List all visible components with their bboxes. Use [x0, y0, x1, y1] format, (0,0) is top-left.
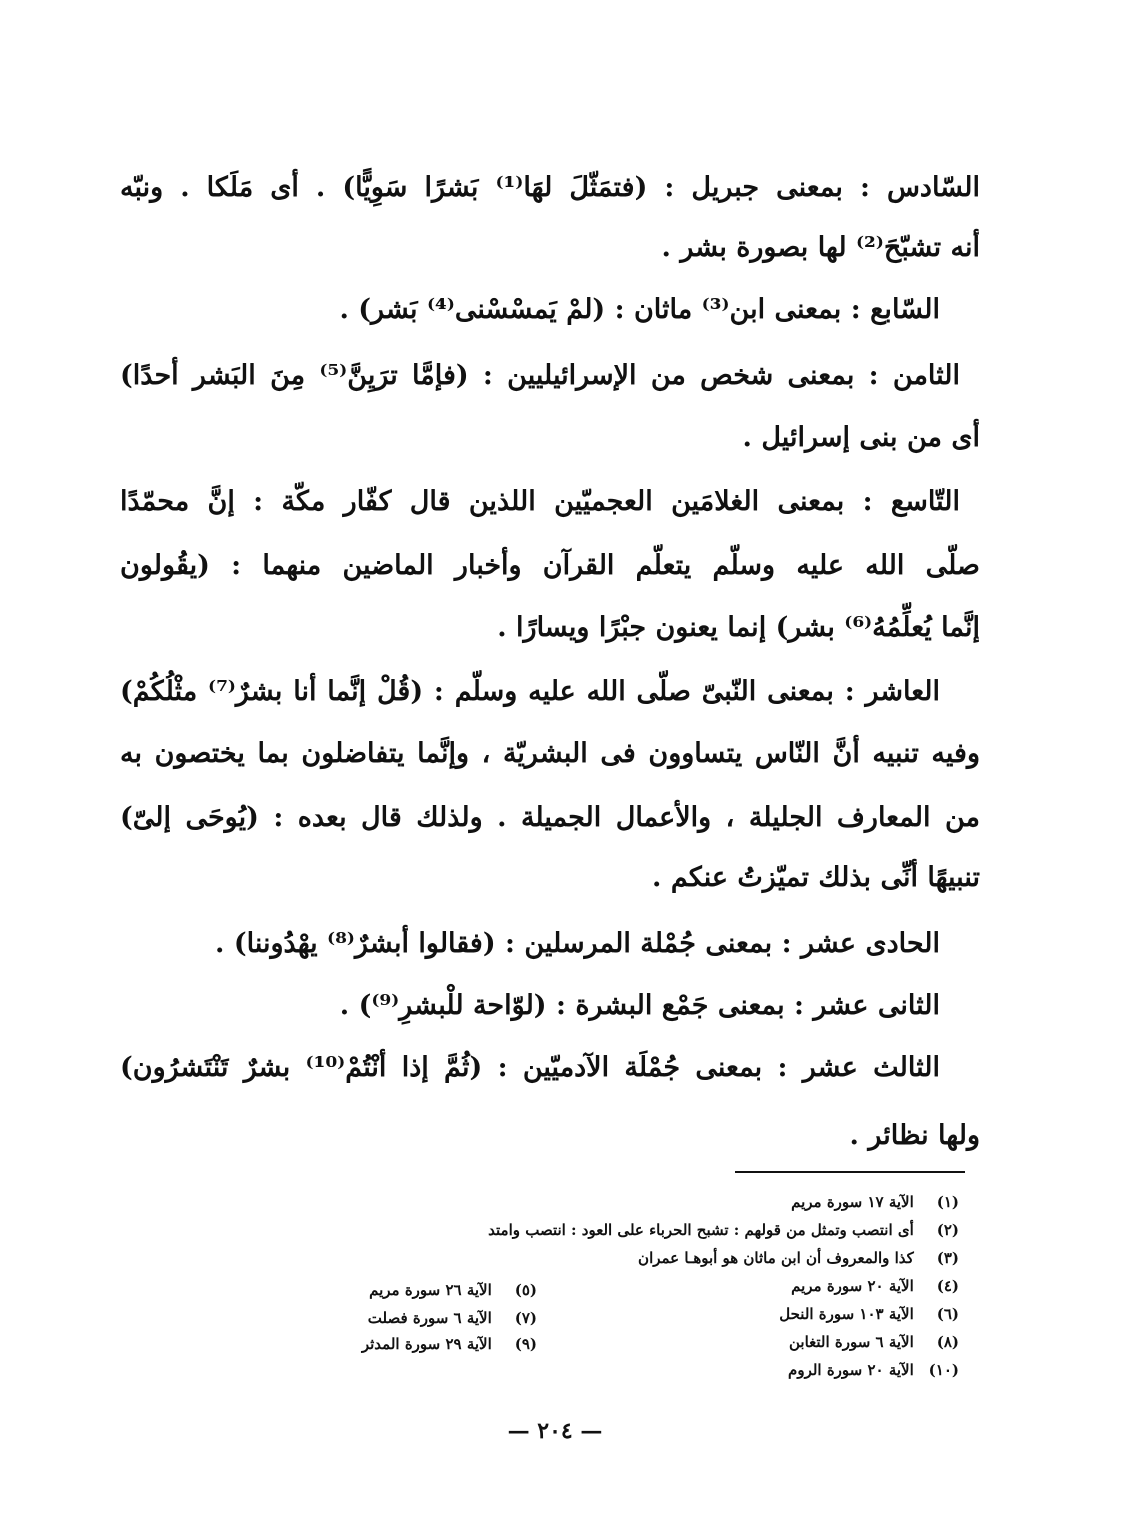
- footnote-1: [791, 1193, 959, 1211]
- body-line-8: إنَّما يُعلِّمُهُ⁽⁶⁾ بشر) إنما يعنون جبْرًا ويسارًا .: [497, 612, 980, 643]
- footnote-2: [488, 1221, 959, 1239]
- page-number: — ٢٠٤ —: [507, 1418, 603, 1444]
- footnote-number: (٧): [514, 1309, 537, 1327]
- body-line-10: وفيه تنبيه أنَّ النّاس يتساوون فى البشريّة ، وإنَّما يتفاضلون بما يختصون به: [120, 738, 980, 769]
- body-line-4: الثامن : بمعنى شخص من الإسرائيليين : (فإمَّا ترَيِنَّ⁽⁵⁾ مِنَ البَشر أحدًا): [120, 360, 961, 391]
- body-line-7: صلّى الله عليه وسلّم يتعلّم القرآن وأخبار الماضين منهما : (يقُولون: [120, 550, 980, 581]
- footnote-4: [791, 1277, 959, 1295]
- footnote-text: الآية ٢٩ سورة المدثر: [361, 1335, 492, 1353]
- footnote-3: [638, 1249, 959, 1267]
- footnote-text: الآية ٢٠ سورة الروم: [788, 1361, 914, 1379]
- body-line-11: من المعارف الجليلة ، والأعمال الجميلة . ولذلك قال بعده : (يُوحَى إلىّ): [120, 802, 980, 833]
- footnote-number: (١): [936, 1193, 959, 1211]
- body-line-15: الثالث عشر : بمعنى جُمْلَة الآدميّين : (ثُمَّ إذا أنْتُمْ⁽¹⁰⁾ بشرٌ تَنْتَشرُون): [120, 1052, 940, 1083]
- body-line-9: العاشر : بمعنى النّبىّ صلّى الله عليه وسلّم : (قُلْ إنَّما أنا بشرٌ⁽⁷⁾ مثْلُكُمْ): [120, 676, 940, 707]
- body-line-2: أنه تشبّحَ⁽²⁾ لها بصورة بشر .: [661, 232, 980, 263]
- footnote-6: [779, 1305, 959, 1323]
- footnote-text: كذا والمعروف أن ابن ماثان هو أبوهـا عمران: [638, 1249, 914, 1267]
- footnote-7: [368, 1309, 537, 1327]
- body-line-5: أى من بنى إسرائيل .: [742, 422, 980, 453]
- footnote-number: (٦): [936, 1305, 959, 1323]
- body-line-1: السّادس : بمعنى جبريل : (فتمَثّلَ لهَا⁽¹⁾ بَشرًا سَوِيًّا) . أى مَلَكا . ونبّه: [120, 172, 980, 203]
- footnote-number: (٢): [936, 1221, 959, 1239]
- footnote-separator: [735, 1171, 965, 1173]
- body-line-14: الثانى عشر : بمعنى جَمْع البشرة : (لوّاحة للْبشرِ⁽⁹⁾) .: [339, 990, 940, 1021]
- footnote-text: الآية ١٧ سورة مريم: [791, 1193, 914, 1211]
- footnote-text: الآية ٢٠ سورة مريم: [791, 1277, 914, 1295]
- footnote-text: الآية ٢٦ سورة مريم: [369, 1281, 492, 1299]
- body-line-16: ولها نظائر .: [849, 1120, 980, 1151]
- footnote-8: [789, 1333, 959, 1351]
- body-line-13: الحادى عشر : بمعنى جُمْلة المرسلين : (فقالوا أبشرٌ⁽⁸⁾ يهْدُوننا) .: [215, 928, 940, 959]
- footnote-number: (٤): [936, 1277, 959, 1295]
- footnote-text: الآية ١٠٣ سورة النحل: [779, 1305, 914, 1323]
- body-line-12: تنبيهًا أنِّى بذلك تميّزتُ عنكم .: [652, 862, 980, 893]
- footnote-5: [369, 1281, 537, 1299]
- footnote-9: [362, 1335, 537, 1353]
- footnote-number: (٣): [936, 1249, 959, 1267]
- footnote-number: (٨): [936, 1333, 959, 1351]
- footnote-text: الآية ٦ سورة التغابن: [789, 1333, 914, 1351]
- footnote-number: (٩): [514, 1335, 537, 1353]
- footnote-number: (١٠): [928, 1361, 959, 1379]
- footnote-number: (٥): [514, 1281, 537, 1299]
- footnote-text: أى انتصب وتمثل من قولهم : تشبح الحرباء على العود : انتصب وامتد: [488, 1221, 914, 1239]
- body-line-3: السّابع : بمعنى ابن⁽³⁾ ماثان : (لمْ يَمسْسْنى⁽⁴⁾ بَشر) .: [339, 294, 940, 325]
- footnote-10: [788, 1361, 959, 1379]
- body-line-6: التّاسع : بمعنى الغلامَين العجميّين اللذين قال كفّار مكّة : إنَّ محمّدًا: [120, 486, 960, 517]
- footnote-text: الآية ٦ سورة فصلت: [367, 1309, 492, 1327]
